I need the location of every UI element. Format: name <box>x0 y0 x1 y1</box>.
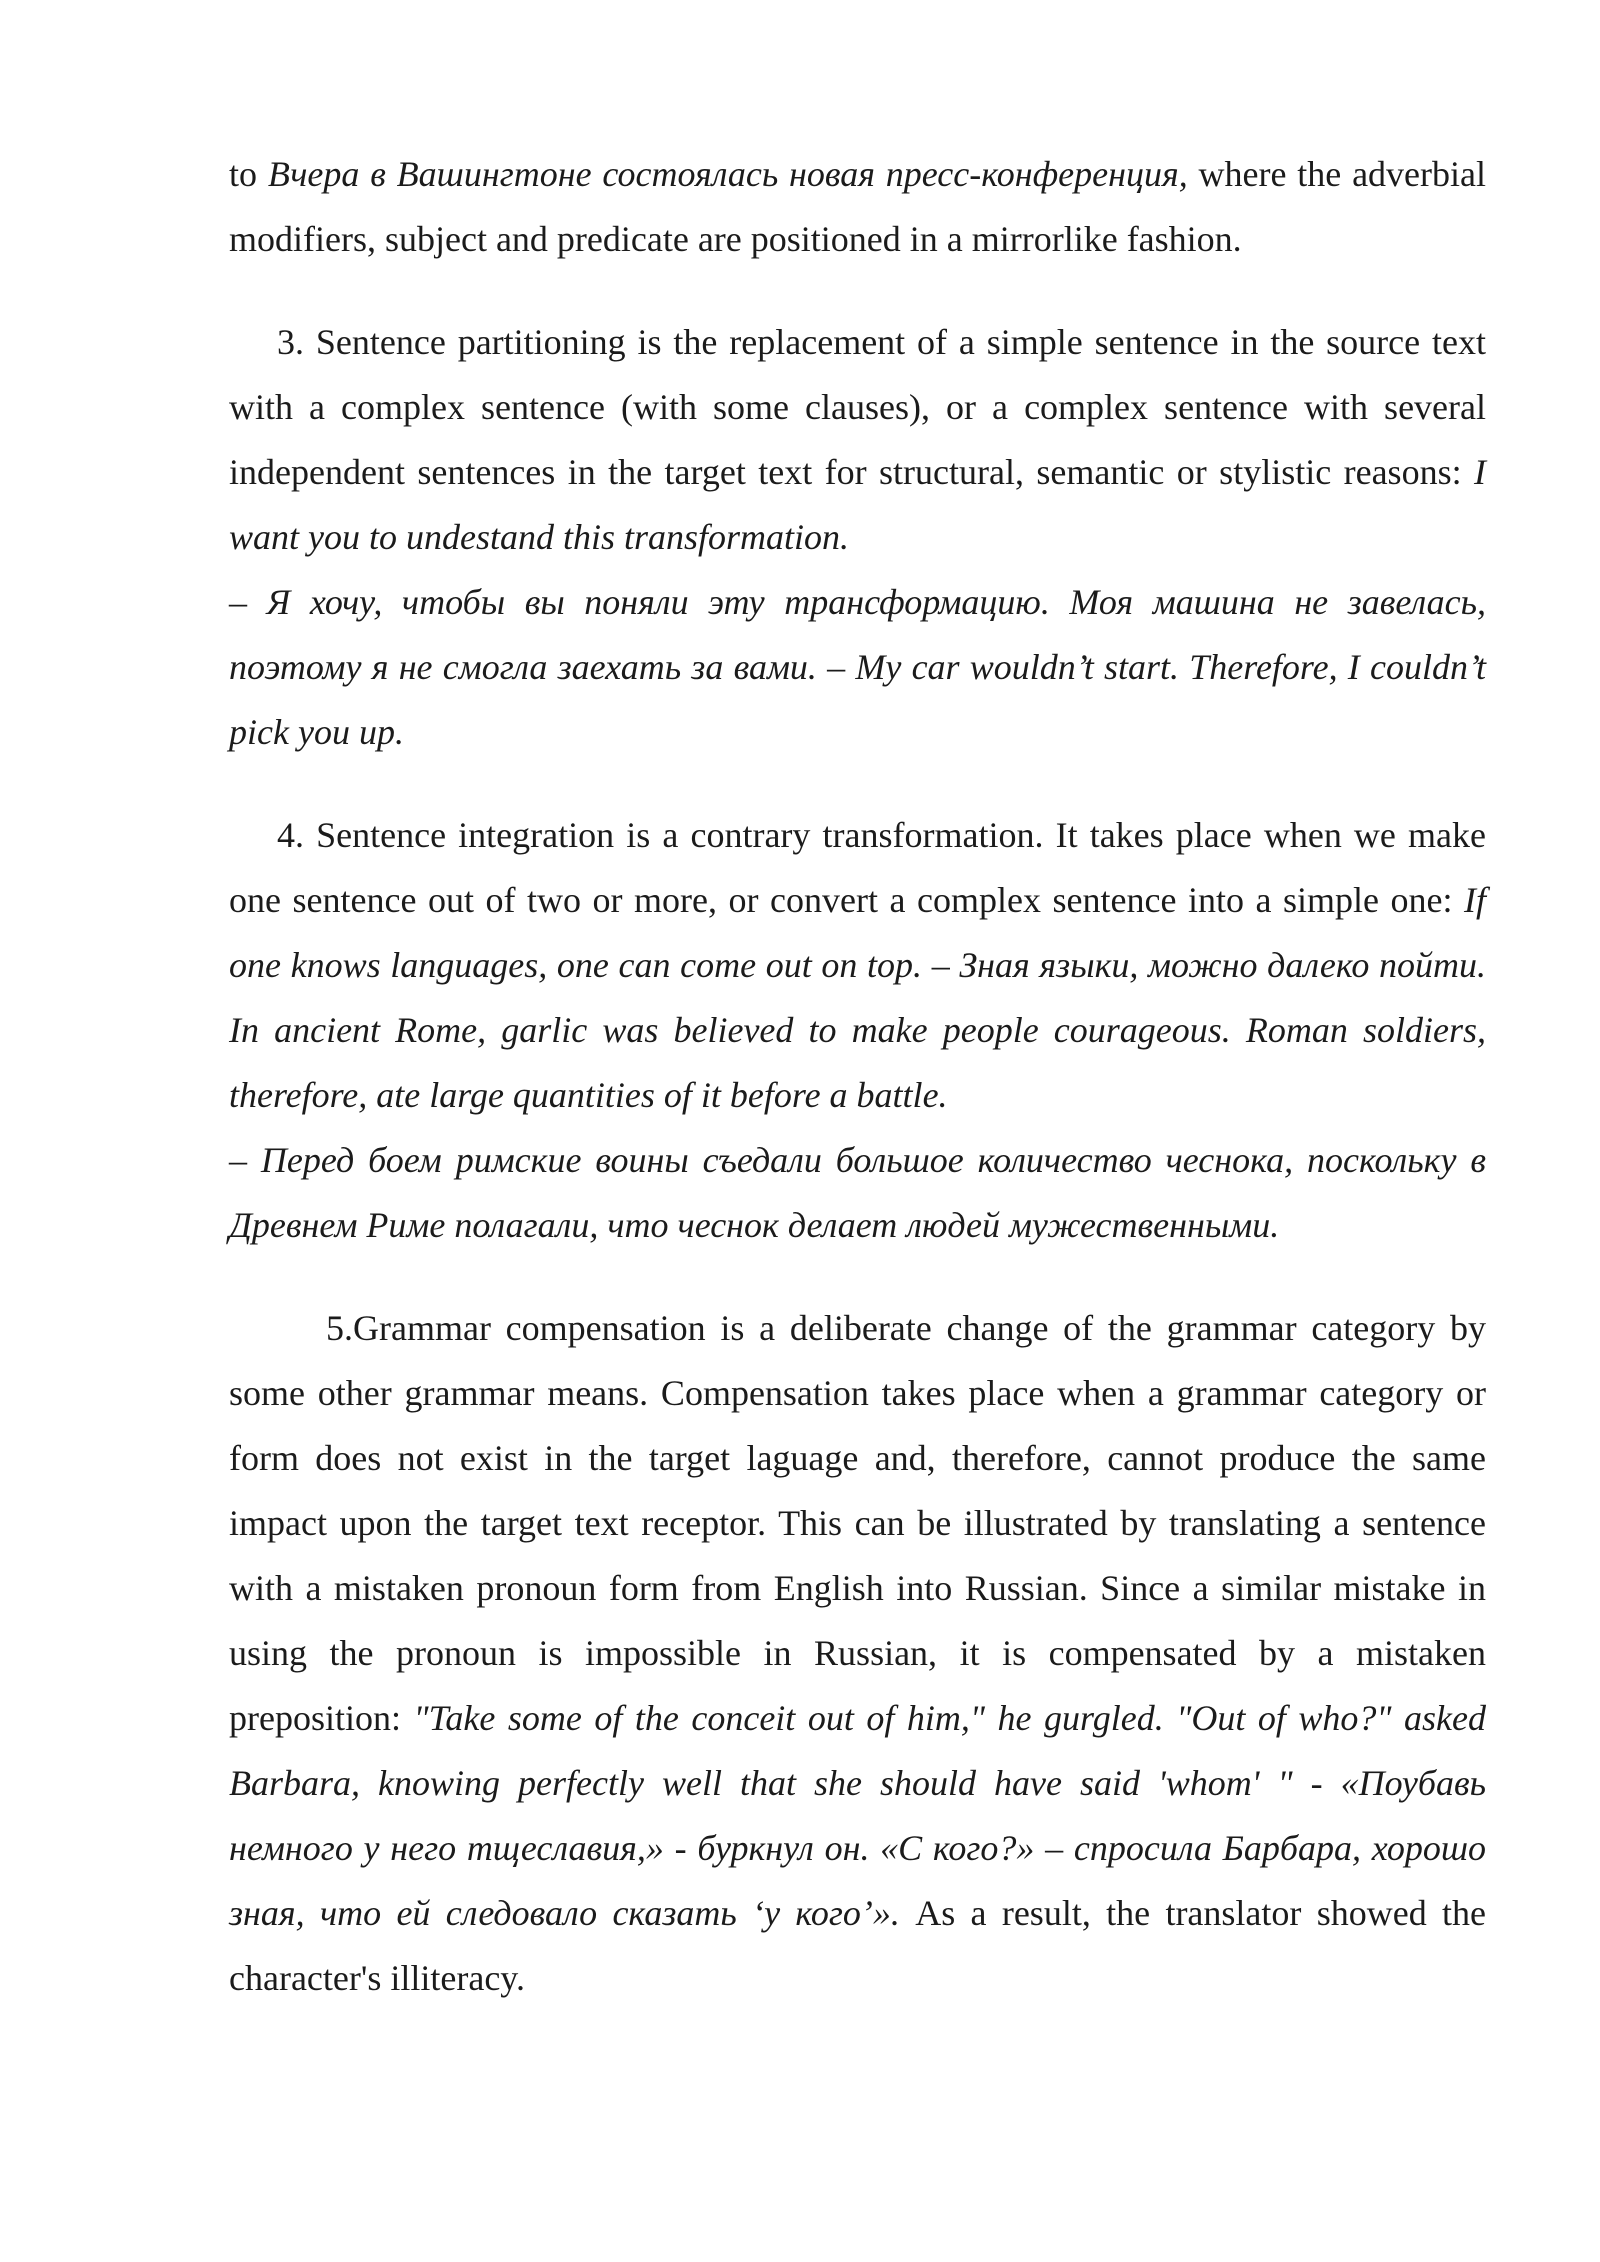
document-page <box>229 142 1486 2011</box>
paragraph-mirror-example <box>229 142 1486 272</box>
example-english: I want you to undestand this transformation. <box>229 452 1486 557</box>
paragraph-grammar-compensation <box>229 1296 1486 2011</box>
example-russian: Вчера в Вашингтоне состоялась новая пресс-конференция, <box>267 154 1188 194</box>
example-translation: – Я хочу, чтобы вы поняли эту трансформацию. Моя машина не завелась, поэтому я не смогла заехать за вами. – My car wouldn’t start. Therefore, I couldn’t pick you up. <box>229 582 1486 752</box>
example-english: "Take some of the conceit out of him," he gurgled. "Out of who?" asked Barbara, knowing perfectly well that she should have said 'whom' " - <box>229 1698 1487 1803</box>
paragraph-tail: As a result, the translator showed the character's illiteracy. <box>229 1893 1486 1998</box>
example-russian-2: – Перед боем римские воины съедали большое количество чеснока, поскольку в Древнем Риме полагали, что чеснок делает людей мужественными. <box>229 1140 1486 1245</box>
paragraph-text: where the adverbial modifiers, subject and predicate are positioned in a mirrorlike fashion. <box>229 154 1486 259</box>
example-english-2: In ancient Rome, garlic was believed to make people courageous. Roman soldiers, therefore, ate large quantities of it before a battle. <box>229 1010 1486 1115</box>
example-russian: – Зная языки, можно далеко пойти. <box>931 945 1487 985</box>
paragraph-lead: to <box>229 154 268 194</box>
paragraph-sentence-partitioning <box>229 310 1486 765</box>
paragraph-text: 3. Sentence partitioning is the replacement of a simple sentence in the source text with a complex sentence (with some clauses), or a complex sentence with several independent sentences in the target text for structural, semantic or stylistic reasons: <box>229 322 1486 492</box>
paragraph-sentence-integration <box>229 803 1486 1258</box>
paragraph-text: 5.Grammar compensation is a deliberate change of the grammar category by some other grammar means. Compensation takes place when a grammar category or form does not exist in the target laguage and, therefore, cannot produce the same impact upon the target text receptor. This can be illustrated by translating a sentence with a mistaken pronoun form from English into Russian. Since a similar mistake in using the pronoun is impossible in Russian, it is compensated by a mistaken preposition: <box>229 1308 1486 1738</box>
paragraph-text: 4. Sentence integration is a contrary transformation. It takes place when we make one sentence out of two or more, or convert a complex sentence into a simple one: <box>229 815 1486 920</box>
example-russian: «Поубавь немного у него тщеславия,» - буркнул он. «С кого?» – спросила Барбара, хорошо зная, что ей следовало сказать ‘у кого’». <box>229 1763 1487 1933</box>
example-english: If one knows languages, one can come out on top. <box>229 880 1486 985</box>
